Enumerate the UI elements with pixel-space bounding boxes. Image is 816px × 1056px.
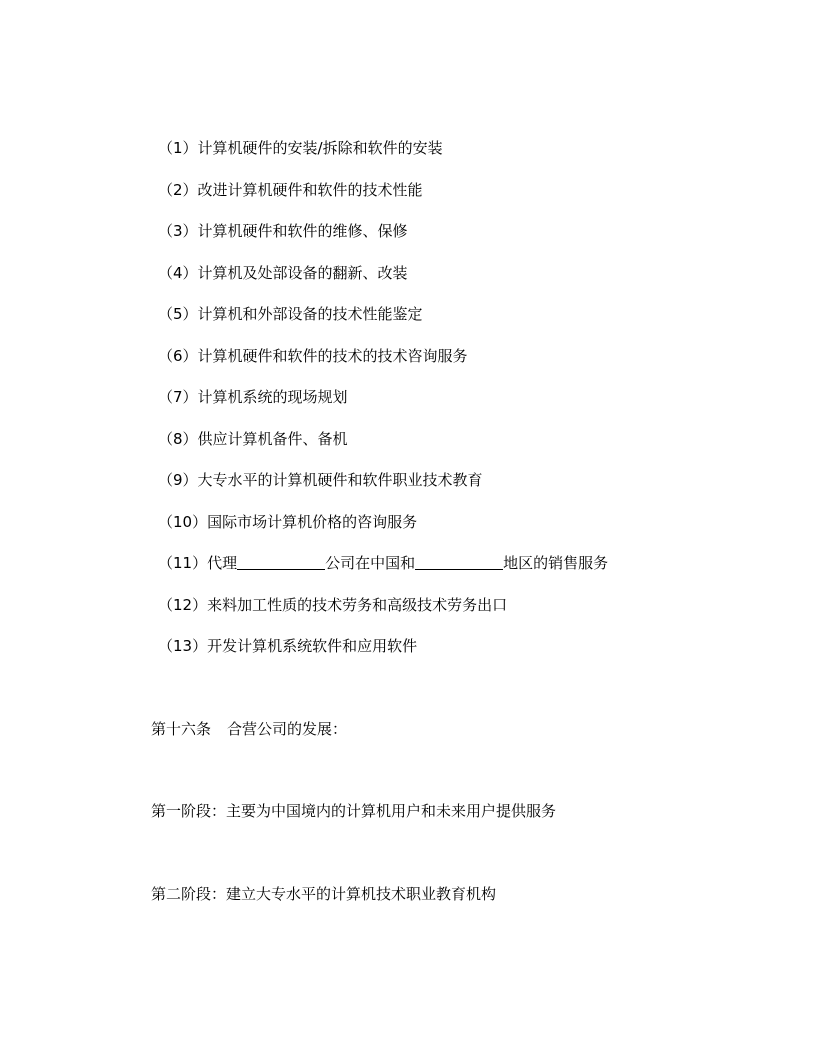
list-item: （4）计算机及处部设备的翻新、改装 [158,263,408,282]
list-item: （10）国际市场计算机价格的咨询服务 [158,512,418,531]
phase-one: 第一阶段：主要为中国境内的计算机用户和未来用户提供服务 [151,802,557,820]
list-item: （3）计算机硬件和软件的维修、保修 [158,222,408,240]
business-scope-list [158,136,778,676]
list-item: （8）供应计算机备件、备机 [158,429,348,448]
fill-in-blank-region [415,553,503,570]
list-item: （5）计算机和外部设备的技术性能鉴定 [158,305,423,323]
fill-in-blank-company [237,553,325,570]
list-item: （7）计算机系统的现场规划 [158,388,348,406]
list-item: （12）来料加工性质的技术劳务和高级技术劳务出口 [158,595,508,614]
list-item: （6）计算机硬件和软件的技术的技术咨询服务 [158,346,468,365]
list-item: （1）计算机硬件的安装/拆除和软件的安装 [158,139,443,157]
article-heading [151,717,347,741]
article-number: 第十六条 [151,720,212,738]
list-item: （2）改进计算机硬件和软件的技术性能 [158,180,423,199]
item-11-middle: 公司在中国和 [325,554,416,572]
article-title: 合营公司的发展： [227,720,348,738]
list-item: （9）大专水平的计算机硬件和软件职业技术教育 [158,471,483,489]
list-item-with-blanks [158,551,778,593]
list-item: （13）开发计算机系统软件和应用软件 [158,637,418,655]
item-11-suffix: 地区的销售服务 [503,554,609,572]
item-11-prefix: （11）代理 [158,554,238,572]
phase-two: 第二阶段：建立大专水平的计算机技术职业教育机构 [151,885,497,903]
